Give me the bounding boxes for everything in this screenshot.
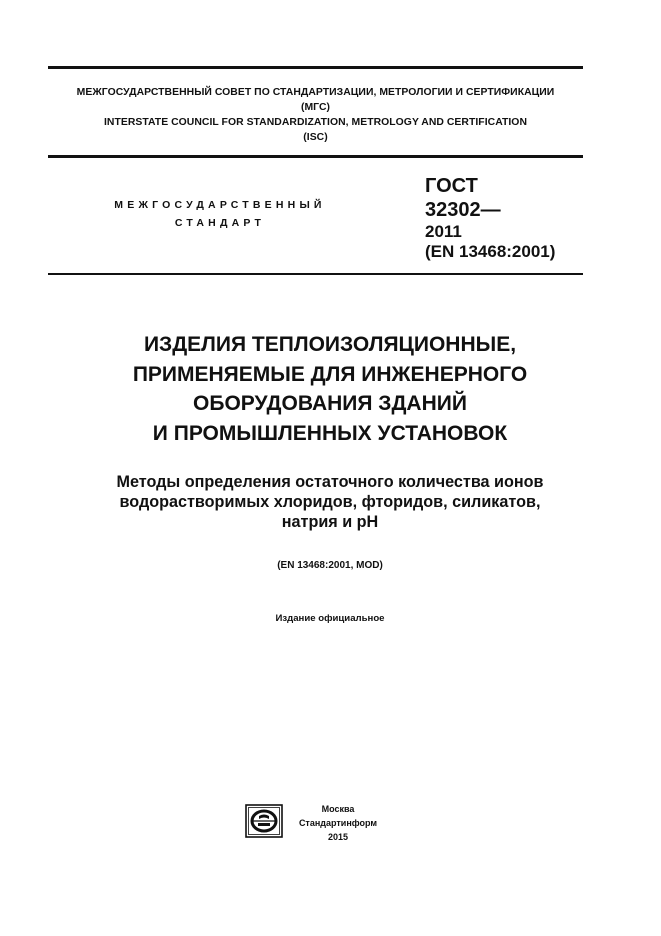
- publisher-name: Стандартинформ: [298, 818, 378, 828]
- subtitle-line: водорастворимых хлоридов, фторидов, силикатов,: [119, 493, 541, 511]
- header-rule: [48, 155, 583, 158]
- publisher-block: [288, 802, 388, 844]
- standard-type-line1: МЕЖГОСУДАРСТВЕННЫЙ: [114, 199, 326, 211]
- document-title: [40, 330, 620, 448]
- title-line: ОБОРУДОВАНИЯ ЗДАНИЙ: [193, 392, 467, 415]
- standard-type-label: [70, 196, 370, 232]
- standartinform-logo-icon: [245, 804, 283, 838]
- publisher-city: Москва: [321, 804, 355, 814]
- gost-number: 32302—: [425, 199, 501, 221]
- council-en-abbr: (ISC): [303, 132, 328, 143]
- top-rule: [48, 66, 583, 69]
- council-header: [48, 85, 583, 145]
- subtitle-line: Методы определения остаточного количества ионов: [116, 473, 544, 491]
- en-modification-reference: (EN 13468:2001, MOD): [277, 560, 383, 571]
- publication-year: 2015: [327, 832, 349, 842]
- council-ru-abbr: (МГС): [300, 102, 331, 113]
- gost-designation: [425, 174, 555, 262]
- title-line: ПРИМЕНЯЕМЫЕ ДЛЯ ИНЖЕНЕРНОГО: [132, 362, 528, 386]
- official-edition-note: Издание официальное: [275, 613, 385, 624]
- subtitle-line: натрия и pH: [281, 513, 379, 531]
- council-en-name: INTERSTATE COUNCIL FOR STANDARDIZATION, METROLOGY AND CERTIFICATION: [104, 117, 527, 128]
- gost-en-reference: (EN 13468:2001): [425, 242, 556, 261]
- council-ru-name: МЕЖГОСУДАРСТВЕННЫЙ СОВЕТ ПО СТАНДАРТИЗАЦИИ, МЕТРОЛОГИИ И СЕРТИФИКАЦИИ: [76, 87, 555, 98]
- gost-year: 2011: [425, 222, 462, 241]
- standard-type-line2: СТАНДАРТ: [174, 217, 266, 229]
- document-subtitle: [30, 472, 630, 532]
- designation-rule: [48, 273, 583, 275]
- title-line: И ПРОМЫШЛЕННЫХ УСТАНОВОК: [152, 421, 508, 445]
- gost-label: ГОСТ: [425, 175, 478, 197]
- title-line: ИЗДЕЛИЯ ТЕПЛОИЗОЛЯЦИОННЫЕ,: [143, 333, 517, 356]
